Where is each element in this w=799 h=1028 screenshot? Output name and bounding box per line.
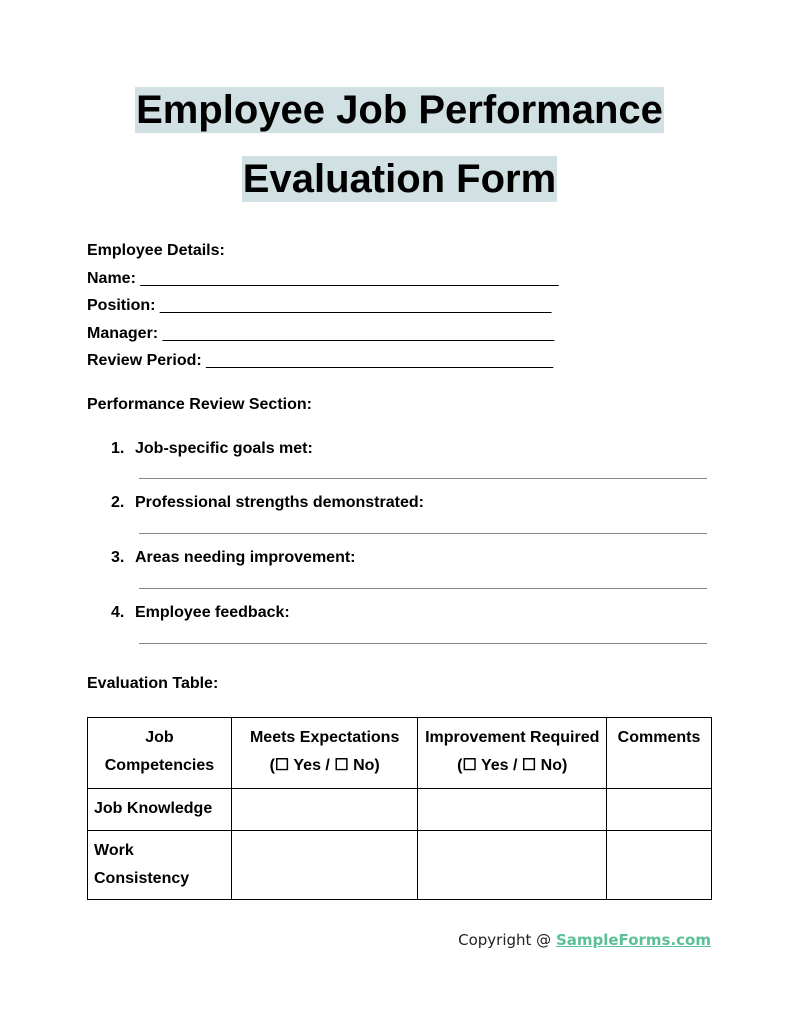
improvement-required-cell[interactable] [418,789,607,831]
review-period-label: Review Period: [87,352,202,369]
name-blank-line[interactable]: _______________________________________________ [140,270,559,287]
header-line: (☐ Yes / ☐ No) [457,757,568,774]
manager-field[interactable] [87,324,554,344]
review-item-label: Employee feedback: [135,604,290,621]
header-improvement-required [418,718,607,789]
review-item-2 [111,493,424,513]
review-period-blank-line[interactable]: _______________________________________ [206,352,554,369]
title-line-1-wrap [0,87,799,133]
header-line: Improvement Required [425,729,600,746]
position-label: Position: [87,297,156,314]
position-field[interactable] [87,296,551,316]
review-item-2-answer-line[interactable] [139,533,707,534]
review-item-label: Job-specific goals met: [135,440,313,457]
position-blank-line[interactable]: ____________________________________________ [159,297,552,314]
review-item-4 [111,603,290,623]
evaluation-table [87,717,712,900]
header-line: Job [145,729,174,746]
review-item-number: 2. [111,494,125,511]
comments-cell[interactable] [607,789,712,831]
header-line: Comments [617,729,701,746]
competency-label: Job Knowledge [94,800,213,817]
page-title-line-1: Employee Job Performance [136,88,663,132]
review-period-field[interactable] [87,351,553,371]
meets-expectations-cell[interactable] [231,789,418,831]
review-item-3 [111,548,356,568]
review-item-3-answer-line[interactable] [139,588,707,589]
review-item-4-answer-line[interactable] [139,643,707,644]
review-item-label: Professional strengths demonstrated: [135,494,424,511]
copyright-footer [458,931,711,949]
comments-cell[interactable] [607,831,712,900]
manager-label: Manager: [87,325,159,342]
table-row [88,831,712,900]
header-comments [607,718,712,789]
table-header-row [88,718,712,789]
copyright-text: Copyright @ [458,931,556,949]
table-row [88,789,712,831]
page-title-line-2: Evaluation Form [242,157,557,201]
name-label: Name: [87,270,136,287]
review-item-number: 1. [111,440,125,457]
header-meets-expectations [231,718,418,789]
evaluation-table-heading: Evaluation Table: [87,675,219,692]
competency-label: Consistency [94,870,190,887]
review-item-label: Areas needing improvement: [135,549,356,566]
header-line: Meets Expectations [249,729,400,746]
manager-blank-line[interactable]: ____________________________________________ [162,325,555,342]
header-job-competencies [88,718,232,789]
competency-cell [88,831,232,900]
competency-label: Work [94,842,134,859]
employee-details-heading: Employee Details: [87,242,225,259]
performance-review-heading: Performance Review Section: [87,396,312,413]
meets-expectations-cell[interactable] [231,831,418,900]
header-line: (☐ Yes / ☐ No) [269,757,380,774]
header-line: Competencies [104,757,215,774]
review-item-number: 3. [111,549,125,566]
review-item-1 [111,439,313,459]
competency-cell [88,789,232,831]
improvement-required-cell[interactable] [418,831,607,900]
title-line-2-wrap [0,156,799,202]
name-field[interactable] [87,269,559,289]
review-item-number: 4. [111,604,125,621]
sampleforms-link[interactable]: SampleForms.com [555,931,711,949]
review-item-1-answer-line[interactable] [139,478,707,479]
